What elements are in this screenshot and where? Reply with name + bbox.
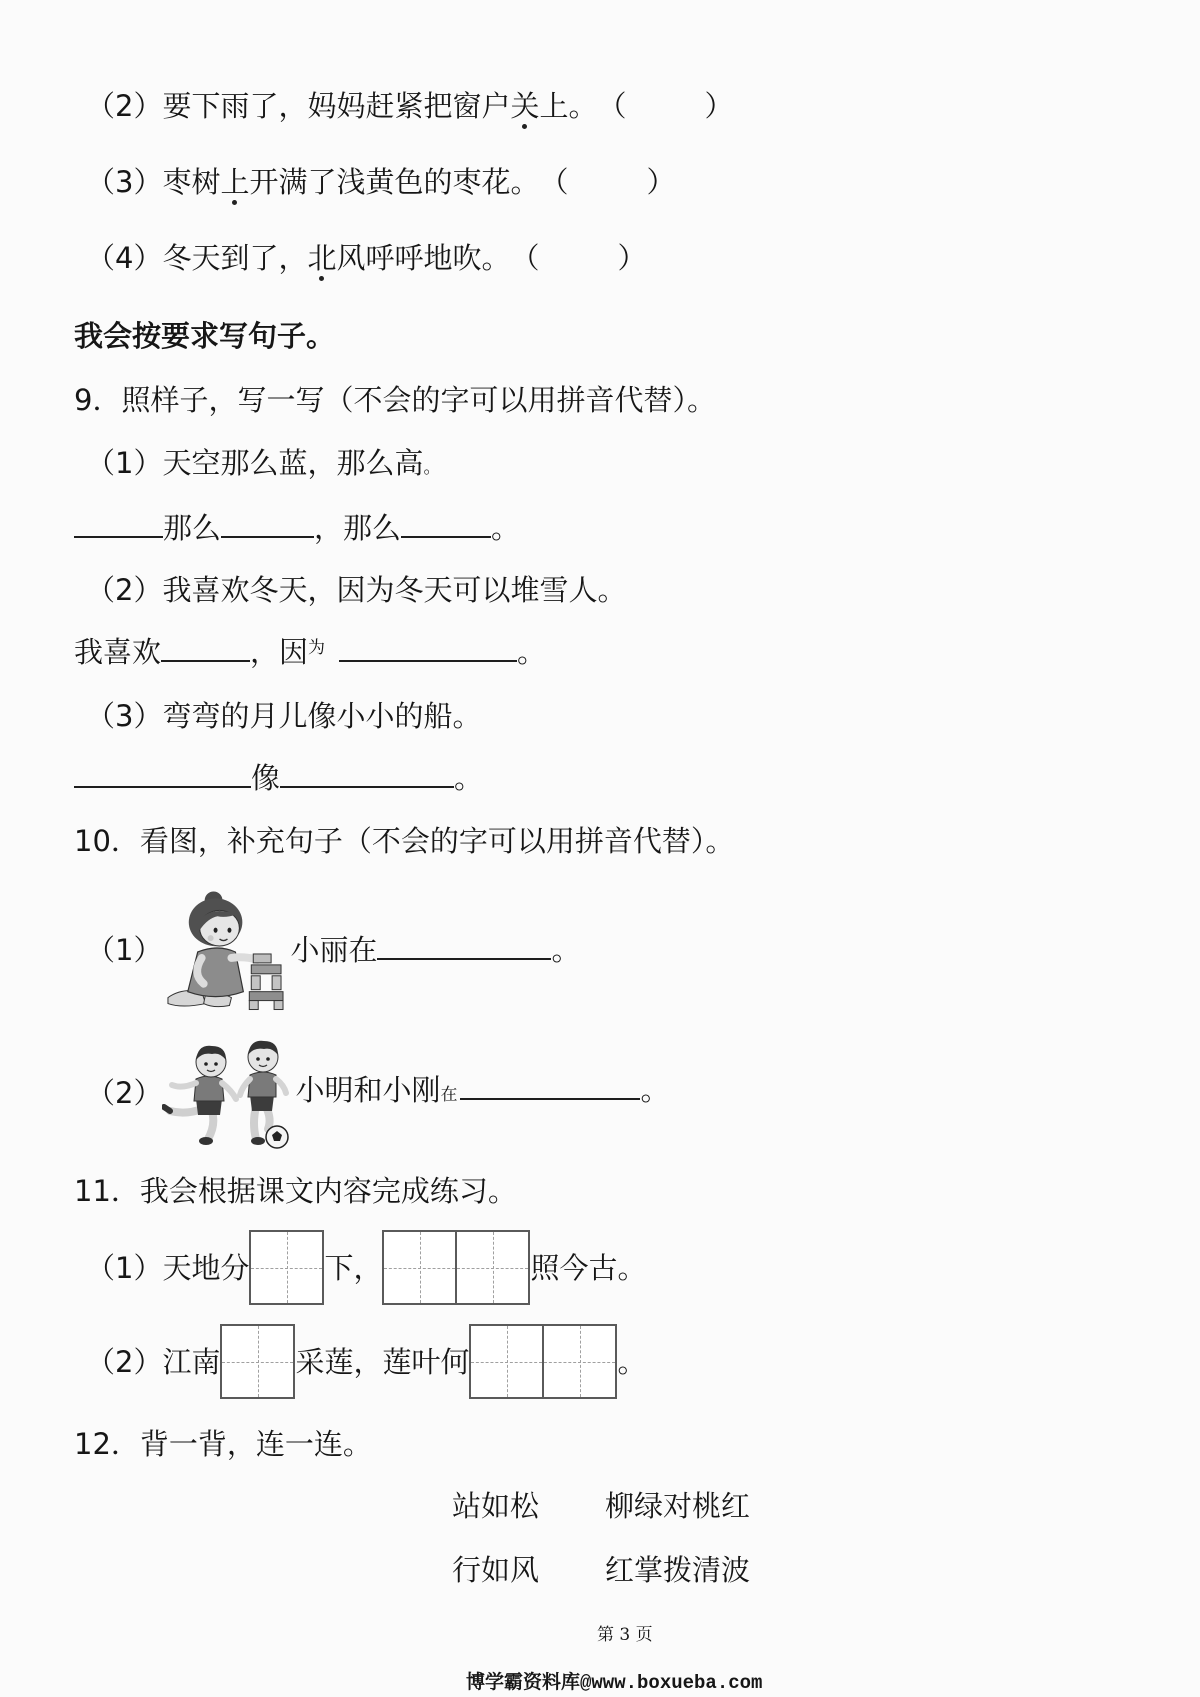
answer-blank (221, 512, 314, 538)
watermark: 博学霸资料库@www.boxueba.com (466, 1672, 763, 1694)
fill-comma: ， (314, 511, 344, 545)
building-blocks (250, 954, 284, 1010)
q9-example-1 (86, 445, 440, 486)
sentence-text: 要下雨了，妈妈赶紧把窗户 (162, 89, 511, 123)
girl-building-blocks-illustration (162, 888, 285, 1012)
answer-blank (74, 512, 163, 538)
answer-bracket-open: （ (597, 89, 627, 123)
boys-playing-soccer-illustration (162, 1035, 290, 1150)
q9-fill-3 (74, 760, 483, 796)
q10-item-1 (86, 888, 580, 1012)
match-right-item: 柳绿对桃红 (605, 1489, 751, 1523)
q11-line-2 (86, 1324, 647, 1399)
soccer-ball-icon (266, 1126, 288, 1148)
fill-period: 。 (491, 511, 521, 545)
sentence-start: 小丽在 (290, 933, 378, 967)
writing-grid-cell (542, 1324, 617, 1399)
sentence-text: 上。 (539, 89, 598, 123)
q8-item-2 (86, 88, 734, 124)
item-label: （1） (86, 1250, 163, 1285)
writing-grid-cell (220, 1324, 295, 1399)
sentence-period: 。 (423, 458, 441, 478)
item-label: （2） (86, 1075, 163, 1110)
fill-word-small: 为 (308, 638, 326, 658)
section-heading-text: 我会按要求写句子。 (74, 319, 336, 353)
q10-answer-line-1 (290, 932, 580, 968)
section-heading (74, 318, 335, 354)
example-sentence: 弯弯的月儿像小小的船。 (162, 699, 482, 733)
sentence-text: 开满了浅黄色的枣花。 (249, 165, 540, 199)
fill-comma: ， (250, 635, 280, 669)
q11-line-1 (86, 1230, 647, 1305)
dotted-character: 关 (510, 89, 540, 123)
left-boy (164, 1046, 236, 1145)
writing-grid (249, 1230, 324, 1305)
fill-word: 那么 (163, 511, 222, 545)
question-title-text: 10．看图，补充句子（不会的字可以用拼音代替）。 (74, 824, 735, 858)
example-sentence: 天空那么蓝，那么高 (162, 446, 424, 480)
q9-title (74, 382, 716, 418)
item-label: （2） (86, 1344, 163, 1379)
q9-example-2 (86, 572, 626, 608)
answer-blank (401, 512, 491, 538)
fill-word: 我喜欢 (74, 635, 162, 669)
writing-grid-cell (455, 1230, 530, 1305)
answer-bracket-close: ） (704, 89, 734, 123)
answer-bracket-close: ） (617, 241, 647, 275)
q10-item-2 (86, 1035, 669, 1150)
item-label: （3） (86, 165, 163, 199)
item-label: （2） (86, 89, 163, 123)
fill-word: 像 (251, 761, 281, 795)
fill-period: 。 (454, 761, 484, 795)
answer-blank (74, 762, 251, 788)
answer-bracket-open: （ (510, 241, 540, 275)
dotted-character: 上 (220, 165, 250, 199)
sentence-small-word: 在 (440, 1085, 458, 1105)
poem-text: 天地分 (162, 1250, 250, 1285)
poem-text: 江南 (162, 1344, 221, 1379)
sentence-start: 小明和小刚 (295, 1073, 441, 1107)
writing-grid (220, 1324, 295, 1399)
example-sentence: 我喜欢冬天，因为冬天可以堆雪人。 (162, 573, 627, 607)
page-number: 第 3 页 (597, 1625, 653, 1645)
item-label: （1） (86, 933, 163, 967)
item-label: （2） (86, 573, 163, 607)
writing-grid-cell (469, 1324, 544, 1399)
sentence-period: 。 (640, 1073, 670, 1107)
answer-blank (339, 636, 517, 662)
q8-item-3 (86, 164, 676, 200)
answer-bracket-close: ） (646, 165, 676, 199)
answer-blank (377, 934, 551, 960)
poem-text: 下， (324, 1250, 383, 1285)
q8-item-4 (86, 240, 647, 276)
sentence-text: 枣树 (162, 165, 221, 199)
sentence-period: 。 (551, 933, 581, 967)
match-left-item: 站如松 (452, 1489, 540, 1523)
fill-word: 那么 (343, 511, 402, 545)
fill-period: 。 (517, 635, 547, 669)
sentence-text: 风呼呼地吹。 (336, 241, 511, 275)
poem-text: 照今古。 (530, 1250, 647, 1285)
writing-grid (382, 1230, 530, 1305)
q9-fill-1 (74, 510, 520, 546)
dotted-character: 北 (307, 241, 337, 275)
item-label: （3） (86, 699, 163, 733)
writing-grid (469, 1324, 617, 1399)
q9-fill-2 (74, 634, 546, 675)
answer-blank (460, 1074, 640, 1100)
answer-blank (161, 636, 250, 662)
q12-title (74, 1426, 372, 1462)
q10-title (74, 823, 734, 859)
poem-text: 。 (617, 1344, 647, 1379)
q11-title (74, 1173, 517, 1209)
fill-word: 因 (279, 635, 309, 669)
question-title-text: 12．背一背，连一连。 (74, 1427, 372, 1461)
q9-example-3 (86, 698, 481, 734)
question-title-text: 9．照样子，写一写（不会的字可以用拼音代替）。 (74, 383, 716, 417)
item-label: （4） (86, 241, 163, 275)
answer-bracket-open: （ (539, 165, 569, 199)
match-right-item: 红掌拨清波 (605, 1553, 751, 1587)
writing-grid-cell (249, 1230, 324, 1305)
poem-text: 采莲，莲叶何 (295, 1344, 470, 1379)
q10-answer-line-2 (295, 1072, 669, 1113)
girl-figure (168, 891, 257, 1006)
sentence-text: 冬天到了， (162, 241, 308, 275)
answer-blank (280, 762, 454, 788)
question-title-text: 11．我会根据课文内容完成练习。 (74, 1174, 517, 1208)
match-left-item: 行如风 (452, 1553, 540, 1587)
item-label: （1） (86, 446, 163, 480)
writing-grid-cell (382, 1230, 457, 1305)
